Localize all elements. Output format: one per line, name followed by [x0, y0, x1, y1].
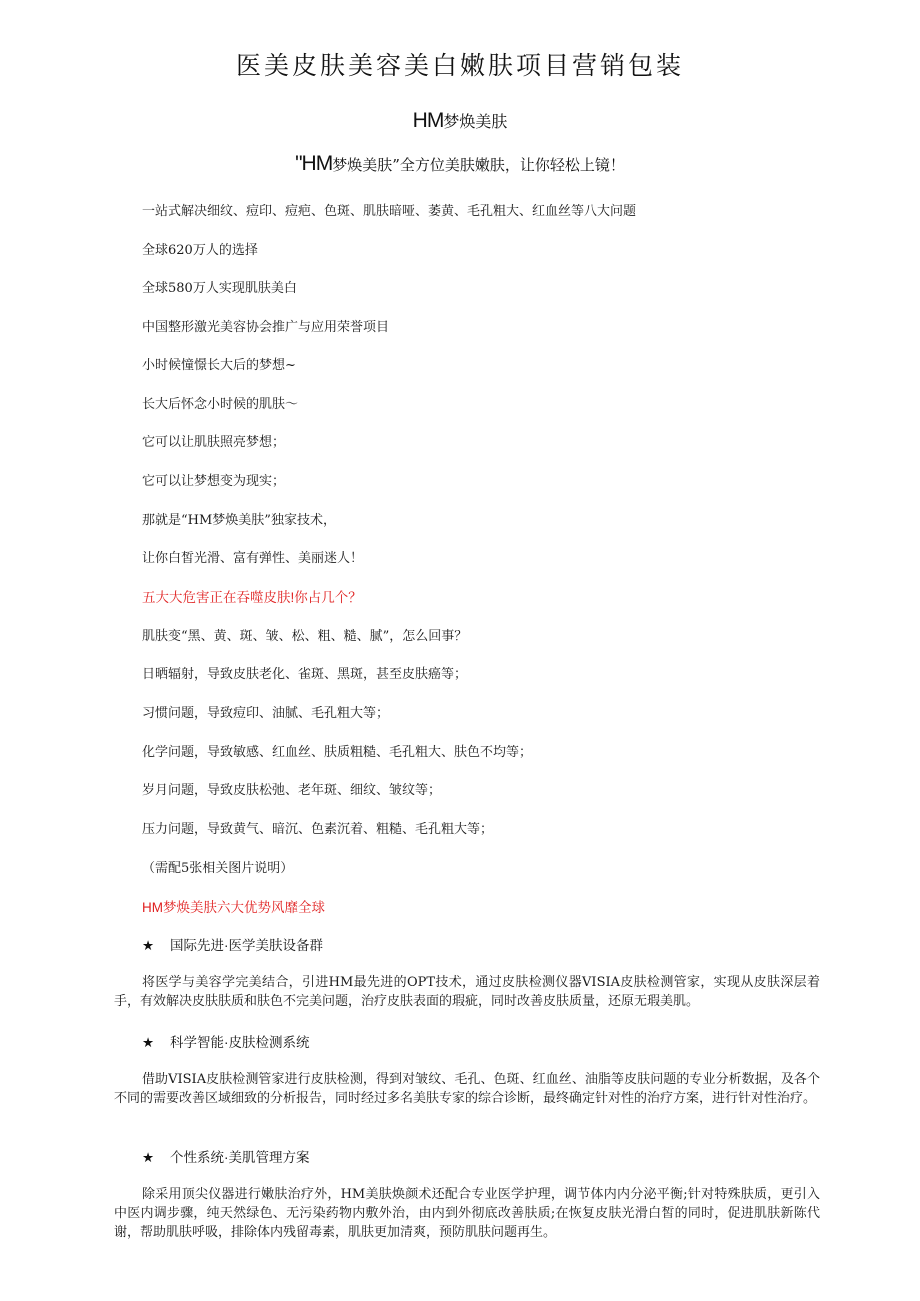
intro-line: 小时候憧憬长大后的梦想~: [142, 358, 296, 373]
intro-line: 它可以让梦想变为现实；: [142, 474, 286, 489]
star-icon: ★: [142, 1150, 155, 1165]
brand-subtitle: [0, 109, 920, 133]
hazard-line: 岁月问题，导致皮肤松弛、老年斑、细纹、皱纹等；: [142, 783, 442, 798]
document-title: 医美皮肤美容美白嫩肤项目营销包装: [235, 51, 684, 80]
intro-line: 让你白皙光滑、富有弹性、美丽迷人！: [142, 551, 364, 566]
brand-subtitle-rest: 梦焕美肤: [443, 112, 508, 131]
intro-line: 一站式解决细纹、痘印、痘疤、色斑、肌肤暗哑、萎黄、毛孔粗大、红血丝等八大问题: [142, 204, 637, 219]
intro-line: 全球580万人实现肌肤美白: [142, 281, 297, 296]
advantage-heading: [142, 1146, 310, 1166]
brand-tagline: [0, 152, 920, 176]
hazard-line: 肌肤变“黑、黄、斑、皱、松、粗、糙、腻”，怎么回事？: [142, 629, 468, 644]
hazard-line: 习惯问题，导致痘印、油腻、毛孔粗大等；: [142, 706, 390, 721]
tagline-rest: 梦焕美肤”全方位美肤嫩肤，让你轻松上镜！: [332, 156, 625, 174]
advantage-title: 国际先进·医学美肤设备群: [170, 938, 323, 953]
advantage-heading: [142, 934, 323, 954]
advantage-heading: [142, 1031, 310, 1051]
tagline-prefix: "HM: [295, 152, 333, 175]
hazard-line: 日晒辐射，导致皮肤老化、雀斑、黑斑，甚至皮肤癌等；: [142, 667, 468, 682]
hazard-line: 化学问题，导致敏感、红血丝、肤质粗糙、毛孔粗大、肤色不均等；: [142, 745, 533, 760]
intro-line: 全球620万人的选择: [142, 243, 258, 258]
advantage-title: 科学智能·皮肤检测系统: [170, 1035, 310, 1050]
hazards-heading: 五大大危害正在吞噬皮肤!你占几个？: [142, 590, 362, 605]
intro-line: 长大后怀念小时候的肌肤～: [142, 397, 299, 412]
star-icon: ★: [142, 1035, 155, 1050]
intro-line: 它可以让肌肤照亮梦想；: [142, 435, 286, 450]
hazard-line: 压力问题，导致黄气、暗沉、色素沉着、粗糙、毛孔粗大等；: [142, 822, 494, 837]
image-note: （需配5张相关图片说明）: [142, 861, 294, 876]
intro-line: 那就是“HM梦焕美肤”独家技术，: [142, 513, 336, 528]
advantage-title: 个性系统·美肌管理方案: [170, 1150, 310, 1165]
brand-subtitle-prefix: HM: [412, 109, 444, 132]
star-icon: ★: [142, 938, 155, 953]
advantage-body: 除采用顶尖仪器进行嫩肤治疗外，HM美肤焕颜术还配合专业医学护理，调节体内内分泌平衡;针对特殊肤质，更引入中医内调步骤，纯天然绿色、无污染药物内敷外治，由内到外彻底改善肤质;在恢复皮肤光滑白皙的同时，促进肌肤新陈代谢，帮助肌肤呼吸，排除体内残留毒素，肌肤更加清爽，预防肌肤问题再生。: [114, 1187, 820, 1240]
advantage-body: 借助VISIA皮肤检测管家进行皮肤检测，得到对皱纹、毛孔、色斑、红血丝、油脂等皮肤问题的专业分析数据，及各个不同的需要改善区域细致的分析报告，同时经过多名美肤专家的综合诊断，最终确定针对性的治疗方案，进行针对性治疗。: [114, 1072, 820, 1106]
advantage-body: 将医学与美容学完美结合，引进HM最先进的OPT技术，通过皮肤检测仪器VISIA皮肤检测管家，实现从皮肤深层着手，有效解决皮肤肤质和肤色不完美问题，治疗皮肤表面的瑕疵，同时改善皮肤质量，还原无瑕美肌。: [114, 975, 820, 1009]
intro-line: 中国整形激光美容协会推广与应用荣誉项目: [142, 320, 390, 335]
advantages-heading: HM梦焕美肤六大优势风靡全球: [142, 900, 325, 915]
